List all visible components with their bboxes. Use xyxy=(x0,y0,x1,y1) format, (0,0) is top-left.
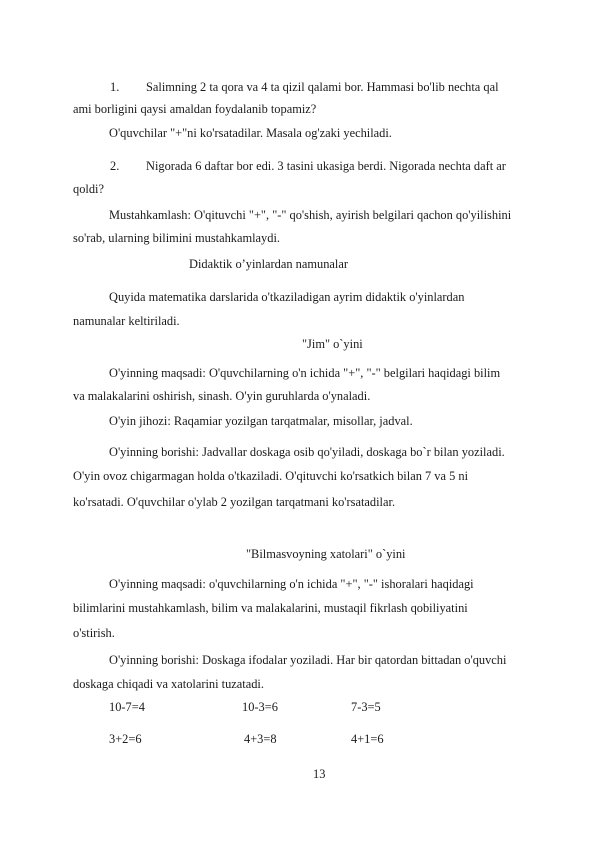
expression-r2-c1: 3+2=6 xyxy=(109,732,142,746)
expression-r1-c2: 10-3=6 xyxy=(242,700,278,714)
item-1-text-line-1: Salimning 2 ta qora va 4 ta qizil qalami bor. Hammasi bo'lib nechta qal xyxy=(146,80,499,94)
game-2-goal-line-1: O'yinning maqsadi: o'quvchilarning o'n ichida "+", "-" ishoralari haqidagi xyxy=(109,577,474,591)
game-1-goal-line-2: va malakalarini oshirish, sinash. O'yin guruhlarda o'ynaladi. xyxy=(73,389,371,403)
section-heading: Didaktik o’yinlardan namunalar xyxy=(189,257,348,271)
reinforce-line-1: Mustahkamlash: O'qituvchi "+", "-" qo'shish, ayirish belgilari qachon qo'yilishini xyxy=(109,208,512,222)
item-2-text-line-1: Nigorada 6 daftar bor edi. 3 tasini ukasiga berdi. Nigorada nechta daft ar xyxy=(146,159,506,173)
game-1-title: "Jim" o`yini xyxy=(302,337,363,351)
page-number: 13 xyxy=(313,767,326,781)
game-2-procedure-line-2: doskaga chiqadi va xatolarini tuzatadi. xyxy=(73,677,264,691)
game-1-procedure-line-3: ko'rsatadi. O'quvchilar o'ylab 2 yozilgan tarqatmani ko'rsatadilar. xyxy=(73,495,396,509)
game-1-equipment: O'yin jihozi: Raqamiar yozilgan tarqatmalar, misollar, jadval. xyxy=(109,414,413,428)
expression-r1-c1: 10-7=4 xyxy=(109,700,145,714)
reinforce-line-2: so'rab, ularning bilimini mustahkamlaydi. xyxy=(73,231,280,245)
game-2-goal-line-2: bilimlarini mustahkamlash, bilim va malakalarini, mustaqil fikrlash qobiliyatini xyxy=(73,601,468,615)
game-1-goal-line-1: O'yinning maqsadi: O'quvchilarning o'n ichida "+", "-" belgilari haqidagi bilim xyxy=(109,366,501,380)
item-1-note: O'quvchilar "+"ni ko'rsatadilar. Masala og'zaki yechiladi. xyxy=(109,126,392,140)
intro-line-1: Quyida matematika darslarida o'tkaziladigan ayrim didaktik o'yinlardan xyxy=(109,290,465,304)
game-1-procedure-line-2: O'yin ovoz chigarmagan holda o'tkaziladi. O'qituvchi ko'rsatkich bilan 7 va 5 ni xyxy=(73,469,469,483)
item-1-text-line-2: ami borligini qaysi amaldan foydalanib topamiz? xyxy=(73,102,317,116)
game-2-title: "Bilmasvoyning xatolari" o`yini xyxy=(246,547,406,561)
item-2-number: 2. xyxy=(110,159,120,173)
game-2-goal-line-3: o'stirish. xyxy=(73,626,115,640)
expression-r2-c3: 4+1=6 xyxy=(351,732,384,746)
intro-line-2: namunalar keltiriladi. xyxy=(73,314,180,328)
item-1-number: 1. xyxy=(110,80,120,94)
game-1-procedure-line-1: O'yinning borishi: Jadvallar doskaga osib qo'yiladi, doskaga bo`r bilan yoziladi. xyxy=(109,445,505,459)
item-2-text-line-2: qoldi? xyxy=(73,182,104,196)
game-2-procedure-line-1: O'yinning borishi: Doskaga ifodalar yoziladi. Har bir qatordan bittadan o'quvchi xyxy=(109,653,507,667)
expression-r2-c2: 4+3=8 xyxy=(244,732,277,746)
expression-r1-c3: 7-3=5 xyxy=(351,700,381,714)
